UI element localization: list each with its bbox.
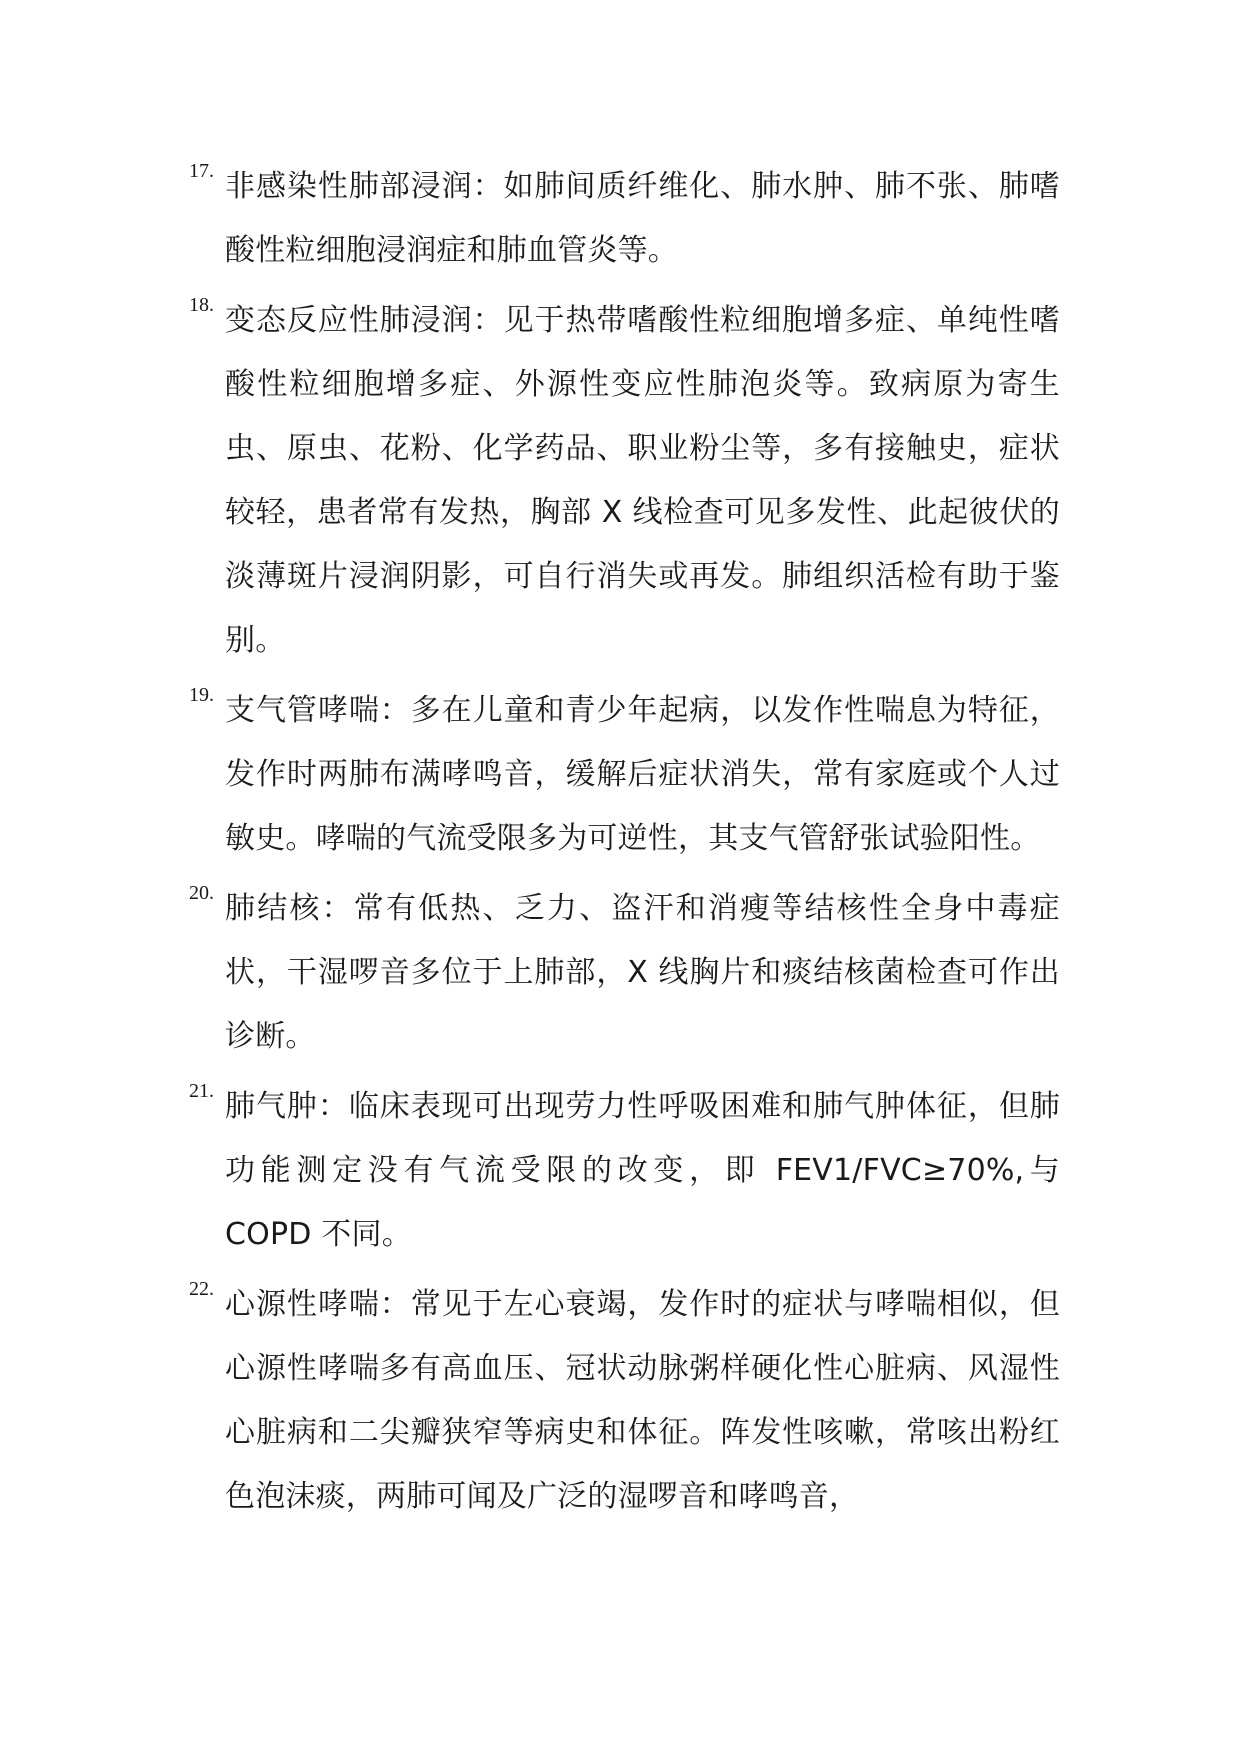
item-text: 变态反应性肺浸润：见于热带嗜酸性粒细胞增多症、单纯性嗜酸性粒细胞增多症、外源性变应性肺泡炎等。致病原为寄生虫、原虫、花粉、化学药品、职业粉尘等，多有接触史，症状较轻，患者常有发热，胸部 X 线检查可见多发性、此起彼伏的淡薄斑片浸润阴影，可自行消失或再发。肺组织活检有助于鉴别。 [225, 303, 1060, 658]
item-text: 肺气肿：临床表现可出现劳力性呼吸困难和肺气肿体征，但肺功能测定没有气流受限的改变，即 FEV1/FVC≥70%,与 COPD 不同。 [225, 1089, 1060, 1252]
item-text: 肺结核：常有低热、乏力、盗汗和消瘦等结核性全身中毒症状，干湿啰音多位于上肺部，X 线胸片和痰结核菌检查可作出诊断。 [225, 891, 1060, 1054]
list-item [0, 877, 1241, 1069]
item-text: 心源性哮喘：常见于左心衰竭，发作时的症状与哮喘相似，但心源性哮喘多有高血压、冠状动脉粥样硬化性心脏病、风湿性心脏病和二尖瓣狭窄等病史和体征。阵发性咳嗽，常咳出粉红色泡沫痰，两肺可闻及广泛的湿啰音和哮鸣音， [225, 1287, 1060, 1514]
item-number: 22. [189, 1278, 214, 1300]
list-item [0, 1075, 1241, 1267]
item-text: 非感染性肺部浸润：如肺间质纤维化、肺水肿、肺不张、肺嗜酸性粒细胞浸润症和肺血管炎等。 [225, 169, 1060, 268]
list-item [0, 289, 1241, 673]
item-text: 支气管哮喘：多在儿童和青少年起病，以发作性喘息为特征，发作时两肺布满哮鸣音，缓解后症状消失，常有家庭或个人过敏史。哮喘的气流受限多为可逆性，其支气管舒张试验阳性。 [225, 693, 1060, 856]
item-number: 18. [189, 294, 214, 316]
item-number: 17. [189, 160, 214, 182]
list-item [0, 155, 1241, 283]
list-item [0, 679, 1241, 871]
item-number: 20. [189, 882, 214, 904]
numbered-list [0, 155, 1241, 1535]
item-number: 19. [189, 684, 214, 706]
list-item [0, 1273, 1241, 1529]
item-number: 21. [189, 1080, 214, 1102]
